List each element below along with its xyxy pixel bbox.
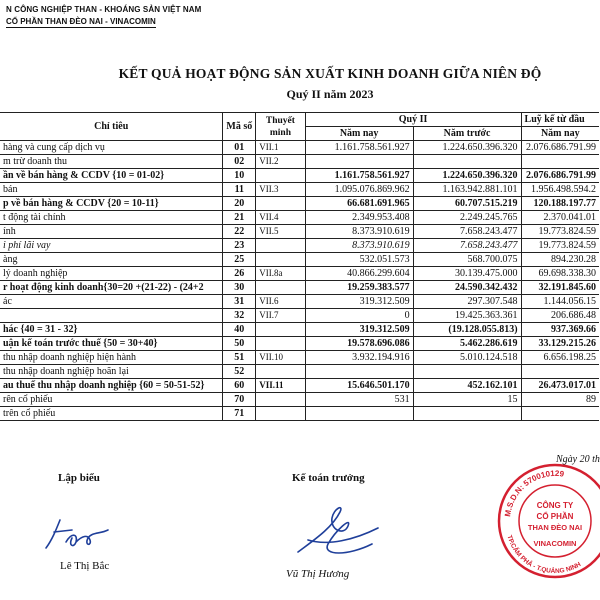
table-row xyxy=(0,393,599,407)
table-row xyxy=(0,323,599,337)
row-this-year: 19.259.383.577 xyxy=(305,281,413,295)
col-header-indicator: Chỉ tiêu xyxy=(0,113,223,141)
row-this-year: 532.051.573 xyxy=(305,253,413,267)
row-this-year: 319.312.509 xyxy=(305,295,413,309)
row-note xyxy=(256,281,305,295)
row-cumulative xyxy=(521,365,599,379)
table-row xyxy=(0,197,599,211)
row-note xyxy=(256,323,305,337)
table-row xyxy=(0,239,599,253)
row-note xyxy=(256,169,305,183)
row-cumulative: 1.144.056.15 xyxy=(521,295,599,309)
row-note xyxy=(256,239,305,253)
row-this-year xyxy=(305,407,413,421)
row-cumulative: 2.076.686.791.99 xyxy=(521,141,599,155)
row-code: 02 xyxy=(223,155,256,169)
row-note: VII.8a xyxy=(256,267,305,281)
row-last-year: 7.658.243.477 xyxy=(413,239,521,253)
table-row xyxy=(0,141,599,155)
row-last-year xyxy=(413,155,521,169)
accountant-signature xyxy=(288,500,384,566)
row-last-year: 1.163.942.881.101 xyxy=(413,183,521,197)
col-header-note: Thuyết minh xyxy=(256,113,305,141)
row-indicator: uận kế toán trước thuế {50 = 30+40} xyxy=(0,337,223,351)
row-cumulative: 6.656.198.25 xyxy=(521,351,599,365)
report-title: KẾT QUẢ HOẠT ĐỘNG SẢN XUẤT KINH DOANH GIỮA NIÊN ĐỘ xyxy=(118,66,542,81)
row-indicator: m trừ doanh thu xyxy=(0,155,223,169)
row-last-year: 5.462.286.619 xyxy=(413,337,521,351)
row-last-year: 452.162.101 xyxy=(413,379,521,393)
row-code: 30 xyxy=(223,281,256,295)
preparer-signature xyxy=(42,512,112,554)
row-indicator: àng xyxy=(0,253,223,267)
row-indicator: p về bán hàng & CCDV {20 = 10-11} xyxy=(0,197,223,211)
row-indicator: t động tài chính xyxy=(0,211,223,225)
row-indicator: thu nhập doanh nghiệp hiện hành xyxy=(0,351,223,365)
row-this-year: 531 xyxy=(305,393,413,407)
row-cumulative: 19.773.824.59 xyxy=(521,225,599,239)
row-code: 23 xyxy=(223,239,256,253)
table-row xyxy=(0,267,599,281)
row-code: 31 xyxy=(223,295,256,309)
row-code: 11 xyxy=(223,183,256,197)
col-header-last-year: Năm trước xyxy=(413,127,521,141)
row-note: VII.1 xyxy=(256,141,305,155)
row-note xyxy=(256,365,305,379)
accountant-role: Kế toán trưởng xyxy=(292,472,365,484)
row-note: VII.4 xyxy=(256,211,305,225)
row-indicator: thu nhập doanh nghiệp hoãn lại xyxy=(0,365,223,379)
row-cumulative: 19.773.824.59 xyxy=(521,239,599,253)
row-code: 51 xyxy=(223,351,256,365)
row-indicator: bán xyxy=(0,183,223,197)
row-note xyxy=(256,337,305,351)
row-cumulative: 937.369.66 xyxy=(521,323,599,337)
row-last-year: 7.658.243.477 xyxy=(413,225,521,239)
table-row xyxy=(0,211,599,225)
table-row xyxy=(0,225,599,239)
row-this-year: 15.646.501.170 xyxy=(305,379,413,393)
row-last-year: 15 xyxy=(413,393,521,407)
row-indicator: rên cổ phiếu xyxy=(0,393,223,407)
row-last-year: 24.590.342.432 xyxy=(413,281,521,295)
row-cumulative: 1.956.498.594.2 xyxy=(521,183,599,197)
row-last-year xyxy=(413,407,521,421)
table-row xyxy=(0,337,599,351)
income-statement-table xyxy=(0,112,599,421)
row-code: 60 xyxy=(223,379,256,393)
row-indicator: trên cổ phiếu xyxy=(0,407,223,421)
row-last-year: (19.128.055.813) xyxy=(413,323,521,337)
row-cumulative: 89 xyxy=(521,393,599,407)
stamp-line4: VINACOMIN xyxy=(533,539,577,548)
row-indicator: lý doanh nghiệp xyxy=(0,267,223,281)
row-last-year xyxy=(413,365,521,379)
preparer-name: Lê Thị Bắc xyxy=(60,560,110,572)
col-header-code: Mã số xyxy=(223,113,256,141)
row-note: VII.5 xyxy=(256,225,305,239)
row-this-year: 40.866.299.604 xyxy=(305,267,413,281)
row-code: 52 xyxy=(223,365,256,379)
org-company-name: CỔ PHẦN THAN ĐÈO NAI - VINACOMIN xyxy=(6,17,156,26)
row-this-year: 2.349.953.408 xyxy=(305,211,413,225)
row-note: VII.2 xyxy=(256,155,305,169)
row-cumulative: 33.129.215.26 xyxy=(521,337,599,351)
row-indicator: au thuế thu nhập doanh nghiệp {60 = 50-51-52} xyxy=(0,379,223,393)
row-code: 26 xyxy=(223,267,256,281)
table-row xyxy=(0,155,599,169)
col-header-quarter: Quý II xyxy=(305,113,521,127)
row-indicator: hác {40 = 31 - 32} xyxy=(0,323,223,337)
row-indicator: hàng và cung cấp dịch vụ xyxy=(0,141,223,155)
row-cumulative xyxy=(521,407,599,421)
row-note: VII.3 xyxy=(256,183,305,197)
row-code: 01 xyxy=(223,141,256,155)
row-last-year: 568.700.075 xyxy=(413,253,521,267)
row-last-year: 297.307.548 xyxy=(413,295,521,309)
row-this-year: 66.681.691.965 xyxy=(305,197,413,211)
table-row xyxy=(0,379,599,393)
row-indicator: i phí lãi vay xyxy=(0,239,223,253)
table-row xyxy=(0,309,599,323)
row-note xyxy=(256,393,305,407)
org-parent-name: N CÔNG NGHIỆP THAN - KHOÁNG SẢN VIỆT NAM xyxy=(6,5,202,14)
row-cumulative: 32.191.845.60 xyxy=(521,281,599,295)
row-code: 40 xyxy=(223,323,256,337)
row-last-year: 60.707.515.219 xyxy=(413,197,521,211)
row-cumulative: 26.473.017.01 xyxy=(521,379,599,393)
stamp-line1: CÔNG TY xyxy=(536,501,574,510)
row-code: 21 xyxy=(223,211,256,225)
row-code: 71 xyxy=(223,407,256,421)
row-code: 32 xyxy=(223,309,256,323)
stamp-outer-ring xyxy=(499,465,600,577)
row-note: VII.6 xyxy=(256,295,305,309)
report-period: Quý II năm 2023 xyxy=(286,87,374,101)
row-this-year: 1.161.758.561.927 xyxy=(305,169,413,183)
col-header-cum-this-year: Năm nay xyxy=(521,127,599,141)
stamp-bottom-text: TP.CẨM PHẢ - T.QUẢNG NINH xyxy=(505,534,583,576)
row-this-year: 1.161.758.561.927 xyxy=(305,141,413,155)
row-this-year: 3.932.194.916 xyxy=(305,351,413,365)
row-indicator: ác xyxy=(0,295,223,309)
row-this-year: 8.373.910.619 xyxy=(305,225,413,239)
row-last-year: 1.224.650.396.320 xyxy=(413,169,521,183)
row-last-year: 19.425.363.361 xyxy=(413,309,521,323)
accountant-name: Vũ Thị Hương xyxy=(286,568,350,580)
company-stamp xyxy=(496,462,600,580)
row-cumulative: 206.686.48 xyxy=(521,309,599,323)
stamp-ring-text: M.S.D.N: 570010129 xyxy=(503,468,565,518)
row-cumulative: 2.370.041.01 xyxy=(521,211,599,225)
row-code: 22 xyxy=(223,225,256,239)
preparer-role: Lập biểu xyxy=(58,472,100,484)
table-row xyxy=(0,183,599,197)
table-row xyxy=(0,407,599,421)
row-last-year: 30.139.475.000 xyxy=(413,267,521,281)
row-this-year: 1.095.076.869.962 xyxy=(305,183,413,197)
row-note: VII.7 xyxy=(256,309,305,323)
row-note xyxy=(256,253,305,267)
row-last-year: 5.010.124.518 xyxy=(413,351,521,365)
table-row xyxy=(0,253,599,267)
row-indicator: ần về bán hàng & CCDV {10 = 01-02} xyxy=(0,169,223,183)
table-row xyxy=(0,281,599,295)
row-cumulative: 894.230.28 xyxy=(521,253,599,267)
row-cumulative: 69.698.338.30 xyxy=(521,267,599,281)
row-cumulative: 120.188.197.77 xyxy=(521,197,599,211)
row-indicator: r hoạt động kinh doanh{30=20 +(21-22) - (24+2 xyxy=(0,281,223,295)
row-last-year: 1.224.650.396.320 xyxy=(413,141,521,155)
row-code: 50 xyxy=(223,337,256,351)
table-row xyxy=(0,365,599,379)
row-code: 10 xyxy=(223,169,256,183)
row-code: 20 xyxy=(223,197,256,211)
stamp-line3: THAN ĐÈO NAI xyxy=(527,523,583,532)
row-last-year: 2.249.245.765 xyxy=(413,211,521,225)
row-this-year: 8.373.910.619 xyxy=(305,239,413,253)
row-note xyxy=(256,197,305,211)
row-cumulative xyxy=(521,155,599,169)
row-this-year: 319.312.509 xyxy=(305,323,413,337)
signing-date: Ngày 20 th xyxy=(556,454,600,465)
row-this-year: 0 xyxy=(305,309,413,323)
table-row xyxy=(0,295,599,309)
row-indicator: ính xyxy=(0,225,223,239)
col-header-this-year: Năm nay xyxy=(305,127,413,141)
row-code: 25 xyxy=(223,253,256,267)
row-note: VII.11 xyxy=(256,379,305,393)
row-note: VII.10 xyxy=(256,351,305,365)
stamp-line2: CỔ PHẦN xyxy=(536,512,574,521)
row-note xyxy=(256,407,305,421)
row-cumulative: 2.076.686.791.99 xyxy=(521,169,599,183)
row-code: 70 xyxy=(223,393,256,407)
row-indicator xyxy=(0,309,223,323)
col-header-cumulative: Luỹ kế từ đầu xyxy=(521,113,599,127)
row-this-year: 19.578.696.086 xyxy=(305,337,413,351)
row-this-year xyxy=(305,365,413,379)
table-row xyxy=(0,351,599,365)
row-this-year xyxy=(305,155,413,169)
table-row xyxy=(0,169,599,183)
